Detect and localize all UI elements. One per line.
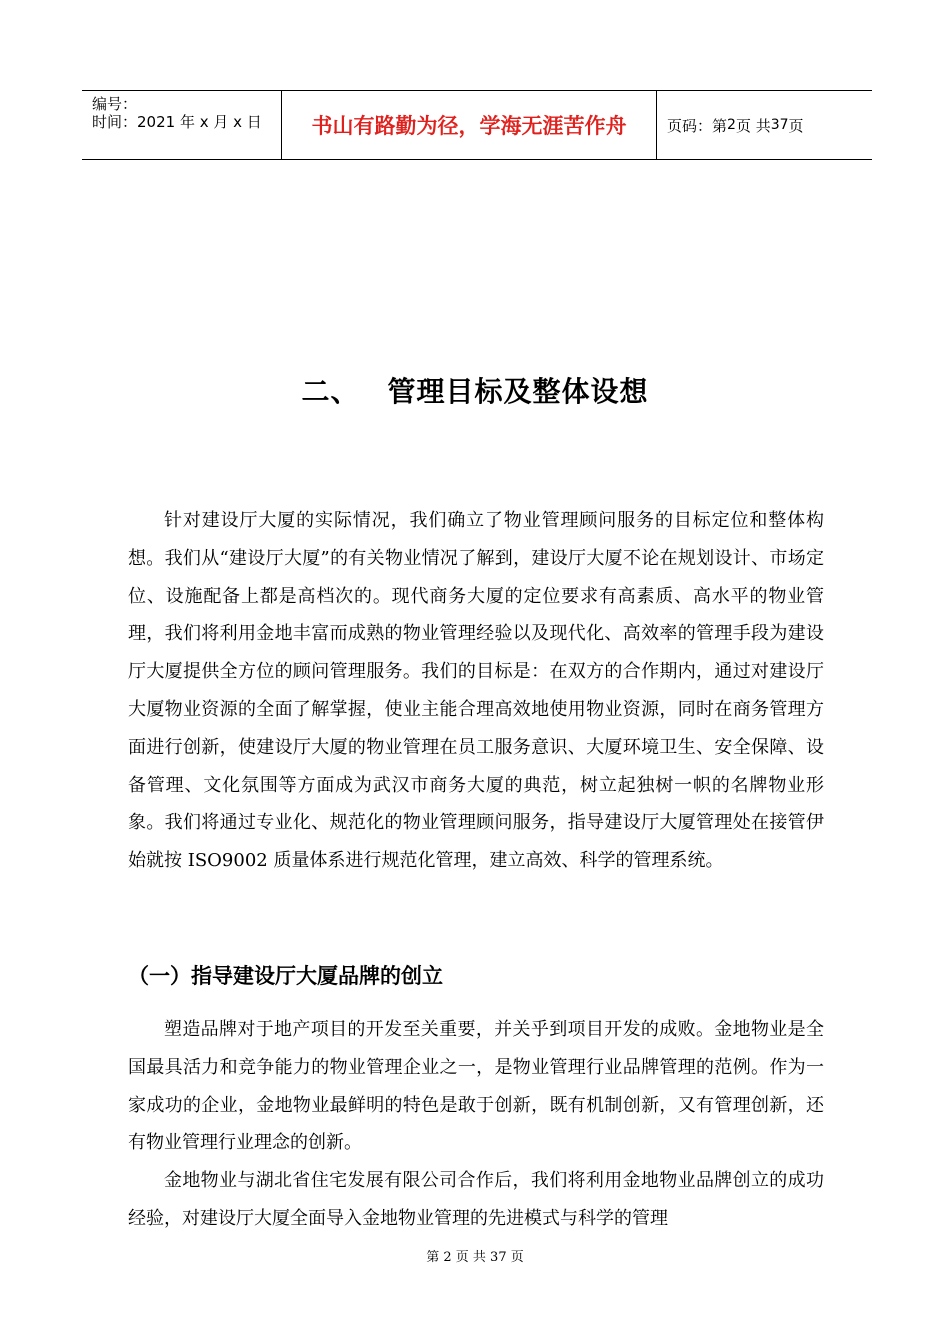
page-suffix: 页 bbox=[788, 116, 804, 135]
page-footer: 第 2 页 共 37 页 bbox=[426, 1250, 524, 1265]
header-page-info bbox=[657, 91, 872, 159]
section-title: （一）指导建设厅大厦品牌的创立 bbox=[128, 964, 443, 988]
page-current: 2 bbox=[727, 117, 736, 133]
paragraph-brand: 塑造品牌对于地产项目的开发至关重要，并关乎到项目开发的成败。金地物业是全国最具活力和竞争能力的物业管理企业之一，是物业管理行业品牌管理的范例。作为一家成功的企业，金地物业最鲜明的特色是敢于创新，既有机制创新，又有管理创新，还有物业管理行业理念的创新。 bbox=[128, 1019, 824, 1154]
page-middle: 页 共 bbox=[735, 116, 771, 135]
chapter-title bbox=[0, 370, 950, 410]
header-motto: 书山有路勤为径，学海无涯苦作舟 bbox=[282, 91, 657, 159]
document-number-label: 编号： bbox=[92, 95, 138, 113]
page-header bbox=[82, 90, 872, 160]
paragraph-cooperation: 金地物业与湖北省住宅发展有限公司合作后，我们将利用金地物业品牌创立的成功经验，对建设厅大厦全面导入金地物业管理的先进模式与科学的管理 bbox=[128, 1170, 824, 1229]
chapter-title-text: 管理目标及整体设想 bbox=[387, 375, 649, 408]
page-prefix: 页码：第 bbox=[667, 116, 728, 135]
paragraph-intro: 针对建设厅大厦的实际情况，我们确立了物业管理顾问服务的目标定位和整体构想。我们从“建设厅大厦”的有关物业情况了解到，建设厅大厦不论在规划设计、市场定位、设施配备上都是高档次的。现代商务大厦的定位要求有高素质、高水平的物业管理，我们将利用金地丰富而成熟的物业管理经验以及现代化、高效率的管理手段为建设厅大厦提供全方位的顾问管理服务。我们的目标是：在双方的合作期内，通过对建设厅大厦物业资源的全面了解掌握，使业主能合理高效地使用物业资源，同时在商务管理方面进行创新，使建设厅大厦的物业管理在员工服务意识、大厦环境卫生、安全保障、设备管理、文化氛围等方面成为武汉市商务大厦的典范，树立起独树一帜的名牌物业形象。我们将通过专业化、规范化的物业管理顾问服务，指导建设厅大厦管理处在接管伊始就按 ISO9002 质量体系进行规范化管理，建立高效、科学的管理系统。 bbox=[128, 510, 824, 872]
chapter-numeral: 二、 bbox=[301, 375, 360, 408]
document-date: 时间：2021 年 x 月 x 日 bbox=[92, 113, 262, 131]
page-total: 37 bbox=[770, 117, 789, 133]
header-meta bbox=[82, 91, 282, 159]
